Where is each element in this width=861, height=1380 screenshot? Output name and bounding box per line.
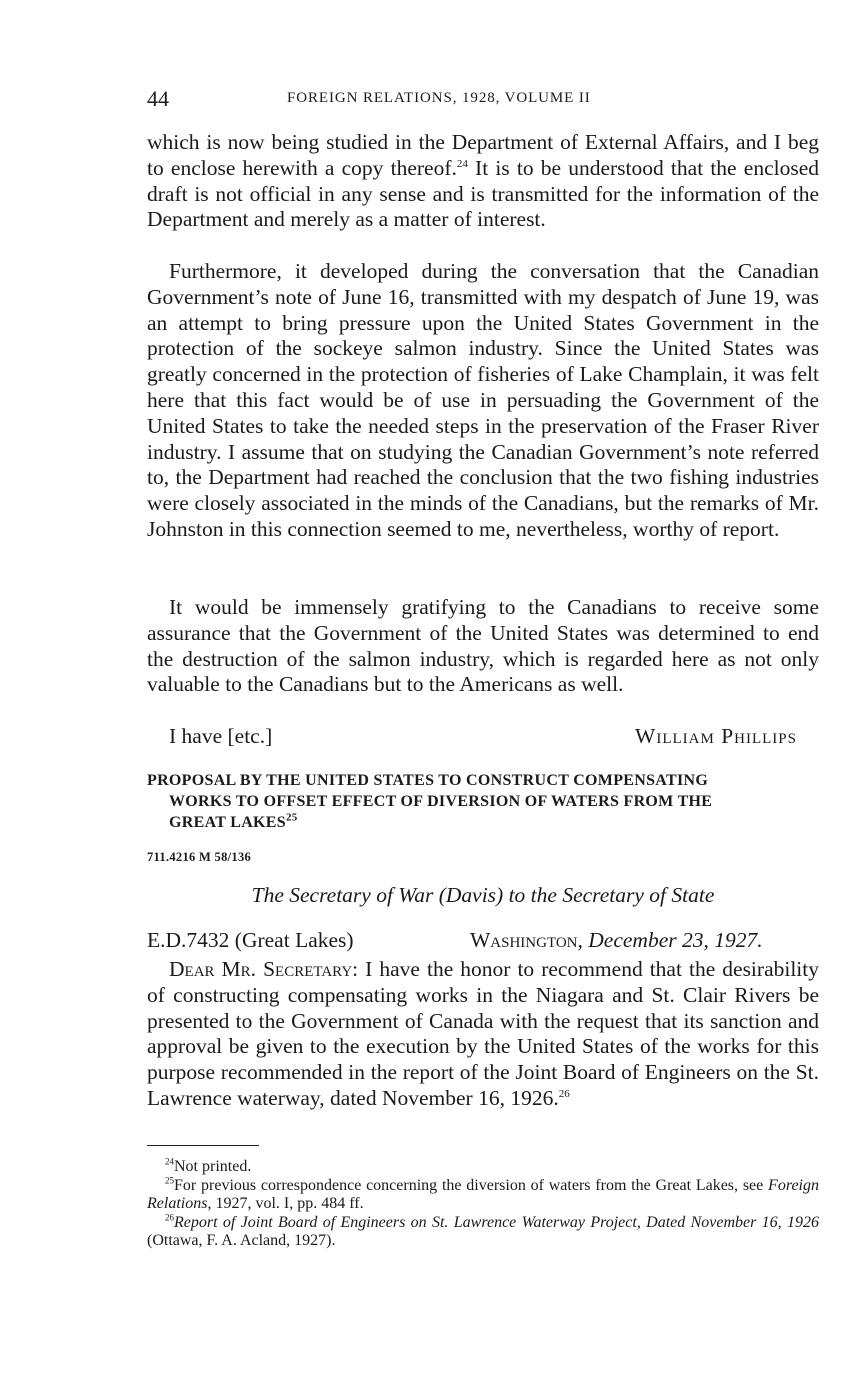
letter-text: I have the honor to recommend that the desirability of constructing compensating works in the Niagara and St. Clair Rivers be presented to the Government of Canada with the request that its sanction and approval be given to the execution by the United States of the works for this purpose recommended in the report of the Joint Board of Engineers on the St. Lawrence waterway, dated November 16, 1926. — [147, 957, 819, 1110]
document-reference: E.D.7432 (Great Lakes) — [147, 928, 354, 952]
footnote-26 — [147, 1214, 819, 1251]
footnote-25 — [147, 1177, 819, 1214]
para2-text: Furthermore, it developed during the conversation that the Canadian Government’s note of June 16, transmitted with my despatch of June 19, was an attempt to bring pressure upon the United States Government in the protection of the sockeye salmon industry. Since the United States was greatly concerned in the protection of fisheries of Lake Champlain, it was felt here that this fact would be of use in persuading the Government of the United States to take the needed steps in the preservation of the Fraser River industry. I assume that on studying the Canadian Government’s note referred to, the Department had reached the conclusion that the two fishing industries were closely associated in the minds of the Canadians, but the remarks of Mr. Johnston in this connection seemed to me, nevertheless, worthy of report. — [147, 259, 819, 541]
section-heading — [147, 770, 819, 833]
footnote-25-mark: 25 — [165, 1175, 174, 1186]
closing-text: I have [etc.] — [169, 724, 273, 748]
footnote-24 — [147, 1158, 819, 1177]
document-title: The Secretary of War (Davis) to the Secretary of State — [251, 883, 715, 907]
place: Washington, — [470, 928, 583, 952]
date: December 23, 1927. — [588, 928, 763, 952]
footnote-24-text: Not printed. — [174, 1158, 252, 1175]
para3-text: It would be immensely gratifying to the Canadians to receive some assurance that the Government of the United States was determined to end the destruction of the salmon industry, which is regarded here as not only valuable to the Canadians but to the Americans as well. — [147, 595, 819, 697]
heading-line-3-text: GREAT LAKES — [169, 814, 286, 831]
footnote-ref-26: 26 — [558, 1087, 570, 1100]
body-paragraph-3 — [147, 595, 819, 698]
place-date — [470, 928, 763, 953]
heading-line-1: PROPOSAL BY THE UNITED STATES TO CONSTRUCT COMPENSATING — [147, 772, 709, 789]
letter-body — [147, 957, 819, 1112]
signature: William Phillips — [635, 724, 797, 748]
footnote-25-text: For previous correspondence concerning the diversion of waters from the Great Lakes, see — [174, 1176, 769, 1194]
file-reference: 711.4216 M 58/136 — [147, 850, 252, 864]
heading-line-2: WORKS TO OFFSET EFFECT OF DIVERSION OF WATERS FROM THE — [169, 793, 713, 810]
salutation: Dear Mr. Secretary: — [169, 957, 359, 981]
footnote-divider — [147, 1145, 259, 1146]
body-paragraph-1 — [147, 130, 819, 233]
page-number: 44 — [147, 86, 169, 111]
heading-line-3 — [147, 812, 819, 833]
para1-tail: It is to be understood that the enclosed draft is not official in any sense and is transmitted for the information of the Department and merely as a matter of interest. — [147, 155, 819, 232]
body-paragraph-2 — [147, 259, 819, 543]
para1-text: which is now being studied in the Department of External Affairs, and I beg to enclose herewith a copy thereof. — [147, 130, 819, 180]
letter-closing — [169, 724, 819, 749]
footnote-ref-25: 25 — [285, 811, 298, 824]
footnotes — [147, 1158, 819, 1251]
footnote-26-mark: 26 — [165, 1212, 174, 1223]
footnote-24-mark: 24 — [165, 1156, 174, 1167]
footnote-25-tail: , 1927, vol. I, pp. 484 ff. — [207, 1195, 364, 1212]
running-head: FOREIGN RELATIONS, 1928, VOLUME II — [287, 90, 591, 106]
footnote-25-italic: Foreign Relations — [147, 1176, 819, 1212]
footnote-ref-24: 24 — [456, 157, 468, 170]
footnote-26-tail: (Ottawa, F. A. Acland, 1927). — [147, 1232, 336, 1249]
page-header — [147, 86, 819, 116]
footnote-26-italic: Report of Joint Board of Engineers on St. Lawrence Waterway Project, Dated November 16, 1926 — [174, 1213, 819, 1231]
